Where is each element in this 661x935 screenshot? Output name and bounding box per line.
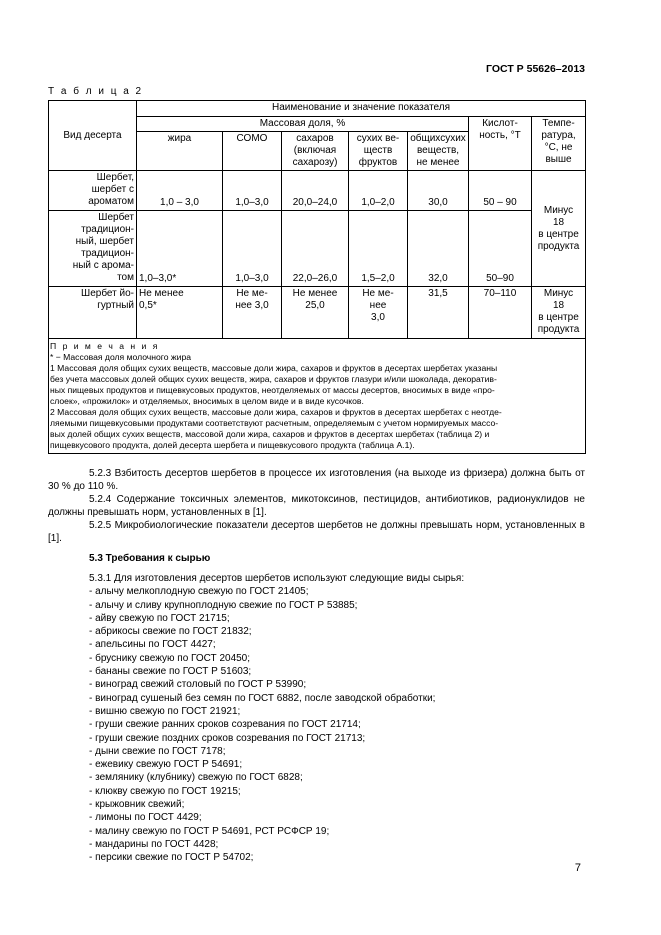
body-paragraphs bbox=[48, 467, 585, 545]
list-item: - вишню свежую по ГОСТ 21921; bbox=[89, 705, 241, 717]
cell-total-dry: 31,5 bbox=[408, 287, 469, 339]
page-number: 7 bbox=[574, 862, 581, 874]
notes-title: П р и м е ч а н и я bbox=[50, 341, 160, 351]
col-header-sugar: сахаров (включая сахарозу) bbox=[282, 132, 349, 171]
row-name: Шербет, шербет с ароматом bbox=[49, 171, 137, 211]
table-row bbox=[49, 287, 586, 339]
note-line: 2 Массовая доля общих сухих веществ, массовые доли жира, сахаров и фруктов в десертах шербетах с неотде- bbox=[50, 407, 502, 417]
table-row bbox=[49, 171, 586, 211]
cell-somo: 1,0–3,0 bbox=[223, 171, 282, 211]
cell-sugar: Не менее 25,0 bbox=[282, 287, 349, 339]
col-header-dry-fruit: сухих ве- ществ фруктов bbox=[349, 132, 408, 171]
list-item: - бананы свежие по ГОСТ Р 51603; bbox=[89, 666, 252, 678]
cell-acidity: 50 – 90 bbox=[469, 171, 532, 211]
col-header-temperature: Темпе- ратура, °С, не выше bbox=[532, 117, 586, 171]
list-item: - лимоны по ГОСТ 4429; bbox=[89, 812, 202, 824]
table-2 bbox=[48, 100, 586, 454]
col-header-somo: СОМО bbox=[223, 132, 282, 171]
document-header: ГОСТ Р 55626–2013 bbox=[486, 63, 585, 75]
cell-temperature: Минус 18 в центре продукта bbox=[532, 287, 586, 339]
list-item: - виноград свежий столовый по ГОСТ Р 53990; bbox=[89, 679, 307, 691]
paragraph-5-2-5: 5.2.5 Микробиологические показатели десертов шербетов не должны превышать норм, установленных в [1]. bbox=[48, 520, 585, 544]
cell-acidity: 70–110 bbox=[469, 287, 532, 339]
list-item: - бруснику свежую по ГОСТ 20450; bbox=[89, 652, 251, 664]
cell-temperature-merged: Минус 18 в центре продукта bbox=[532, 171, 586, 287]
list-item: - крыжовник свежий; bbox=[89, 799, 185, 811]
table-row bbox=[49, 211, 586, 287]
cell-acidity: 50–90 bbox=[469, 211, 532, 287]
col-header-dessert: Вид десерта bbox=[49, 101, 137, 171]
cell-fat: 1,0 – 3,0 bbox=[137, 171, 223, 211]
cell-total-dry: 32,0 bbox=[408, 211, 469, 287]
cell-fat: 1,0–3,0* bbox=[137, 211, 223, 287]
note-line: 1 Массовая доля общих сухих веществ, массовые доли жира, сахаров и фруктов в десертах шербетах указаны bbox=[50, 363, 498, 373]
note-line: ляемыми пищевкусовыми продуктами соответствуют расчетным, определяемым с учетом нормируемых массо- bbox=[50, 418, 499, 428]
cell-sugar: 20,0–24,0 bbox=[282, 171, 349, 211]
group-header-mass-fraction: Массовая доля, % bbox=[137, 117, 469, 132]
note-line: вых долей общих сухих веществ, массовой доли жира, сахаров и фруктов в десертах шербетах (таблица 2) и bbox=[50, 429, 490, 439]
note-line: слоек», «прожилок» и отделяемых, вносимых в целом виде и в виде кусочков. bbox=[50, 396, 364, 406]
list-item: - дыни свежие по ГОСТ 7178; bbox=[89, 745, 226, 757]
list-item: - клюкву свежую по ГОСТ 19215; bbox=[89, 785, 241, 797]
note-line: без учета массовых долей общих сухих веществ, жира, сахаров и фруктов глазури и/или шоколада, декоратив- bbox=[50, 374, 497, 384]
raw-materials-list bbox=[89, 572, 464, 865]
row-name: Шербет традицион- ный, шербет традицион- ный с арома- том bbox=[49, 211, 137, 287]
cell-total-dry: 30,0 bbox=[408, 171, 469, 211]
cell-sugar: 22,0–26,0 bbox=[282, 211, 349, 287]
cell-dry-fruit: 1,5–2,0 bbox=[349, 211, 408, 287]
paragraph-5-2-4: 5.2.4 Содержание токсичных элементов, микотоксинов, пестицидов, антибиотиков, радионуклидов не должны превышать норм, установленных в [1]. bbox=[48, 494, 585, 518]
group-header-indicators: Наименование и значение показателя bbox=[137, 101, 586, 117]
list-item: - абрикосы свежие по ГОСТ 21832; bbox=[89, 626, 252, 638]
list-item: - груши свежие поздних сроков созревания по ГОСТ 21713; bbox=[89, 732, 366, 744]
note-line: * − Массовая доля молочного жира bbox=[50, 352, 192, 362]
table-caption: Т а б л и ц а 2 bbox=[48, 86, 144, 97]
cell-dry-fruit: Не ме- нее 3,0 bbox=[349, 287, 408, 339]
section-title: 5.3 Требования к сырью bbox=[89, 553, 211, 564]
note-line: пищевкусового продукта, долей десерта шербета и пищевкусового продукта (таблица А.1). bbox=[50, 440, 415, 450]
table-notes-row bbox=[49, 339, 586, 454]
list-item: - алычу и сливу крупноплодную свежие по ГОСТ Р 53885; bbox=[89, 599, 358, 611]
list-item: - виноград сушеный без семян по ГОСТ 6882, после заводской обработки; bbox=[89, 692, 436, 704]
note-line: ных пищевых продуктов и пищевкусовых продуктов, неотделяемых от массы десертов, вносимых в виде «про- bbox=[50, 385, 495, 395]
cell-somo: Не ме- нее 3,0 bbox=[223, 287, 282, 339]
row-name: Шербет йо- гуртный bbox=[49, 287, 137, 339]
cell-fat: Не менее 0,5* bbox=[137, 287, 223, 339]
list-item: - персики свежие по ГОСТ Р 54702; bbox=[89, 852, 254, 864]
section-intro: 5.3.1 Для изготовления десертов шербетов используют следующие виды сырья: bbox=[89, 573, 465, 584]
col-header-total-dry: общихсухих веществ, не менее bbox=[408, 132, 469, 171]
list-item: - айву свежую по ГОСТ 21715; bbox=[89, 612, 230, 624]
paragraph-5-2-3: 5.2.3 Взбитость десертов шербетов в процессе их изготовления (на выходе из фризера) должна быть от 30 % до 110 %. bbox=[48, 468, 585, 492]
cell-dry-fruit: 1,0–2,0 bbox=[349, 171, 408, 211]
list-item: - малину свежую по ГОСТ Р 54691, РСТ РСФСР 19; bbox=[89, 825, 330, 837]
table-notes bbox=[49, 339, 586, 454]
list-item: - землянику (клубнику) свежую по ГОСТ 6828; bbox=[89, 772, 303, 784]
list-item: - апельсины по ГОСТ 4427; bbox=[89, 639, 216, 651]
list-item: - груши свежие ранних сроков созревания по ГОСТ 21714; bbox=[89, 719, 361, 731]
list-item: - ежевику свежую ГОСТ Р 54691; bbox=[89, 759, 243, 771]
col-header-acidity: Кислот- ность, °Т bbox=[469, 117, 532, 171]
cell-somo: 1,0–3,0 bbox=[223, 211, 282, 287]
list-item: - алычу мелкоплодную свежую по ГОСТ 21405; bbox=[89, 586, 309, 598]
col-header-fat: жира bbox=[137, 132, 223, 171]
list-item: - мандарины по ГОСТ 4428; bbox=[89, 838, 219, 850]
